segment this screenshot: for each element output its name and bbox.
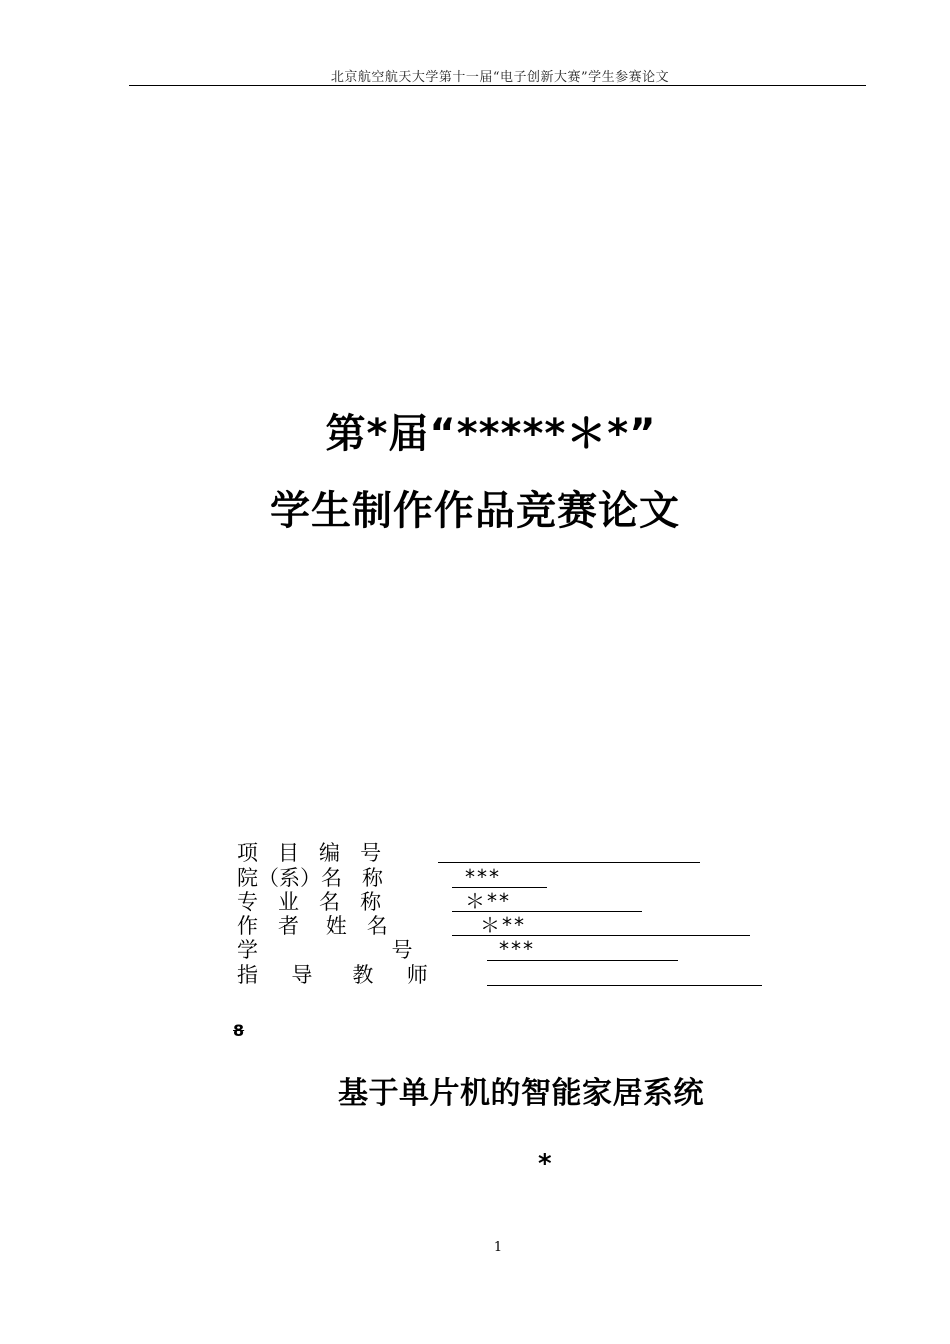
project-number-underline [438, 862, 700, 863]
student-id-value: *** [499, 937, 535, 961]
department-label: 院（系）名 称 [237, 866, 384, 890]
project-number-label: 项 目 编 号 [237, 841, 382, 865]
page-number: 1 [493, 1240, 503, 1255]
author-underline [452, 935, 750, 936]
info-row-advisor [237, 963, 428, 987]
advisor-underline [487, 985, 762, 986]
author-value: ＊** [480, 913, 526, 937]
major-label: 专 业 名 称 [237, 890, 382, 914]
info-row-project-number [237, 841, 382, 865]
cover-title-line-1: 第*届“*****＊*” [325, 411, 657, 457]
department-underline [452, 887, 547, 888]
student-id-underline [487, 960, 678, 961]
student-id-label: 学 号 [237, 938, 413, 962]
info-row-student-id [237, 937, 535, 962]
header-text: 北京航空航天大学第十一届“电子创新大赛”学生参赛论文 [330, 70, 670, 85]
major-value: ＊** [465, 889, 511, 913]
major-underline [452, 911, 642, 912]
cover-title-line-2: 学生制作作品竞赛论文 [270, 488, 680, 534]
info-row-major [237, 889, 511, 914]
info-row-department [237, 865, 501, 890]
project-subtitle: * [538, 1149, 552, 1179]
department-value: *** [465, 865, 501, 889]
header-rule [129, 85, 866, 86]
author-label: 作 者 姓 名 [237, 914, 388, 938]
paragraph-mark: 8 [233, 1021, 245, 1040]
info-row-author [237, 913, 526, 938]
project-title: 基于单片机的智能家居系统 [338, 1076, 704, 1111]
advisor-label: 指 导 教 师 [237, 963, 428, 987]
